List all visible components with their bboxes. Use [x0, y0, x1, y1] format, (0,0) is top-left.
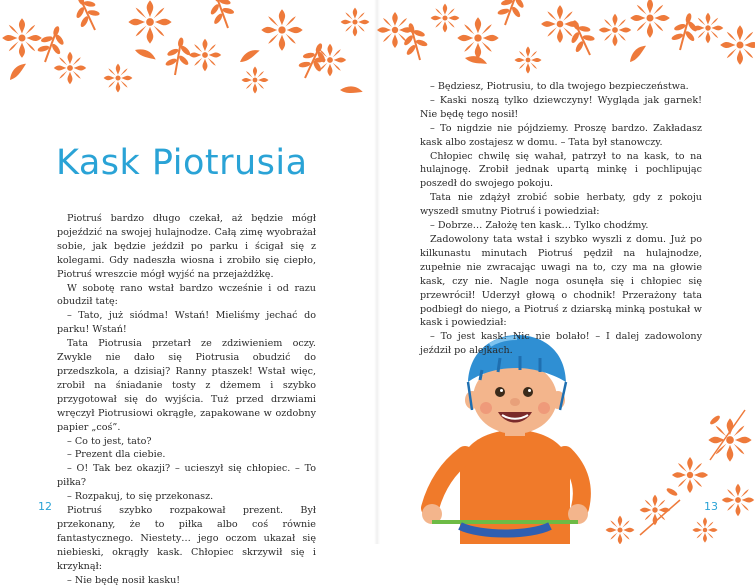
paragraph: Tata Piotrusia przetarł ze zdziwieniem oczy. Zwykle nie dało się Piotrusia obudzić do przedszkola, a dzisiaj? Ranny ptaszek! Wstał więc, zrobił na śniadanie tosty z dżemem i szybko przygotował się do wyjścia. Tuż przed drzwiami wręczył Piotrusiowi okrągłe, zapakowane w ozdobny papier „coś”.	[57, 338, 316, 433]
dialogue-line: – To nigdzie nie pójdziemy. Proszę bardzo. Zakładasz kask albo zostajesz w domu. – Tata był stanowczy.	[420, 122, 702, 148]
right-page-text	[420, 80, 702, 358]
paragraph: Chłopiec chwilę się wahał, patrzył to na kask, to na hulajnogę. Zrobił jednak upartą minkę i pochlipując poszedł do swojego pokoju.	[420, 150, 702, 190]
dialogue-line: – Prezent dla ciebie.	[67, 449, 166, 461]
dialogue-line: – Dobrze… Założę ten kask… Tylko chodźmy.	[430, 220, 649, 232]
boy-with-helmet-illustration	[420, 330, 610, 544]
paragraph: Piotruś szybko rozpakował prezent. Był przekonany, że to piłka albo coś równie fantastycznego. Niestety… jego oczom ukazał się niebieski, okrągły kask. Chłopiec skrzywił się i krzyknął:	[57, 505, 316, 572]
dialogue-line: – O! Tak bez okazji? – ucieszył się chłopiec. – To piłka?	[57, 463, 316, 489]
dialogue-line: – Co to jest, tato?	[67, 435, 152, 447]
left-page-text	[57, 212, 316, 587]
dialogue-line: – To jest kask! Nic nie bolało! – I dalej zadowolony jeździł po alejkach.	[420, 331, 702, 357]
dialogue-line: – Nie będę nosił kasku!	[67, 574, 181, 586]
dialogue-line: – Kaski noszą tylko dziewczyny! Wygląda jak garnek! Nie będę tego nosił!	[420, 94, 702, 120]
paragraph: W sobotę rano wstał bardzo wcześnie i od razu obudził tatę:	[57, 282, 316, 308]
paragraph: Piotruś bardzo długo czekał, aż będzie mógł pojeździć na swojej hulajnodze. Całą zimę wyobrażał sobie, jak będzie jeździł po parku i ścigał się z kolegami. Gdy nadeszła wiosna i zrobiło się ciepło, Piotruś wreszcie mógł wyjść na przejażdżkę.	[57, 213, 316, 280]
story-title: Kask Piotrusia	[56, 143, 308, 183]
page-number-right: 13	[704, 500, 718, 513]
page-number-left: 12	[38, 500, 52, 513]
paragraph: Zadowolony tata wstał i szybko wyszli z domu. Już po kilkunastu minutach Piotruś pędził na hulajnodze, zupełnie nie zwracając uwagi na to, czy ma na głowie kask, czy nie. Nagle noga osunęła się i chłopiec się przewrócił! Uderzył głową o chodnik! Przerażony tata podbiegł do niego, a Piotruś z dziarską minką postukał w kask i powiedział:	[420, 233, 702, 329]
dialogue-line: – Rozpakuj, to się przekonasz.	[67, 491, 214, 503]
dialogue-line: – Będziesz, Piotrusiu, to dla twojego bezpieczeństwa.	[430, 81, 689, 92]
dialogue-line: – Tato, już siódma! Wstań! Mieliśmy jechać do parku! Wstań!	[57, 310, 316, 336]
paragraph: Tata nie zdążył zrobić sobie herbaty, gdy z pokoju wyszedł smutny Piotruś i powiedział:	[420, 192, 702, 218]
